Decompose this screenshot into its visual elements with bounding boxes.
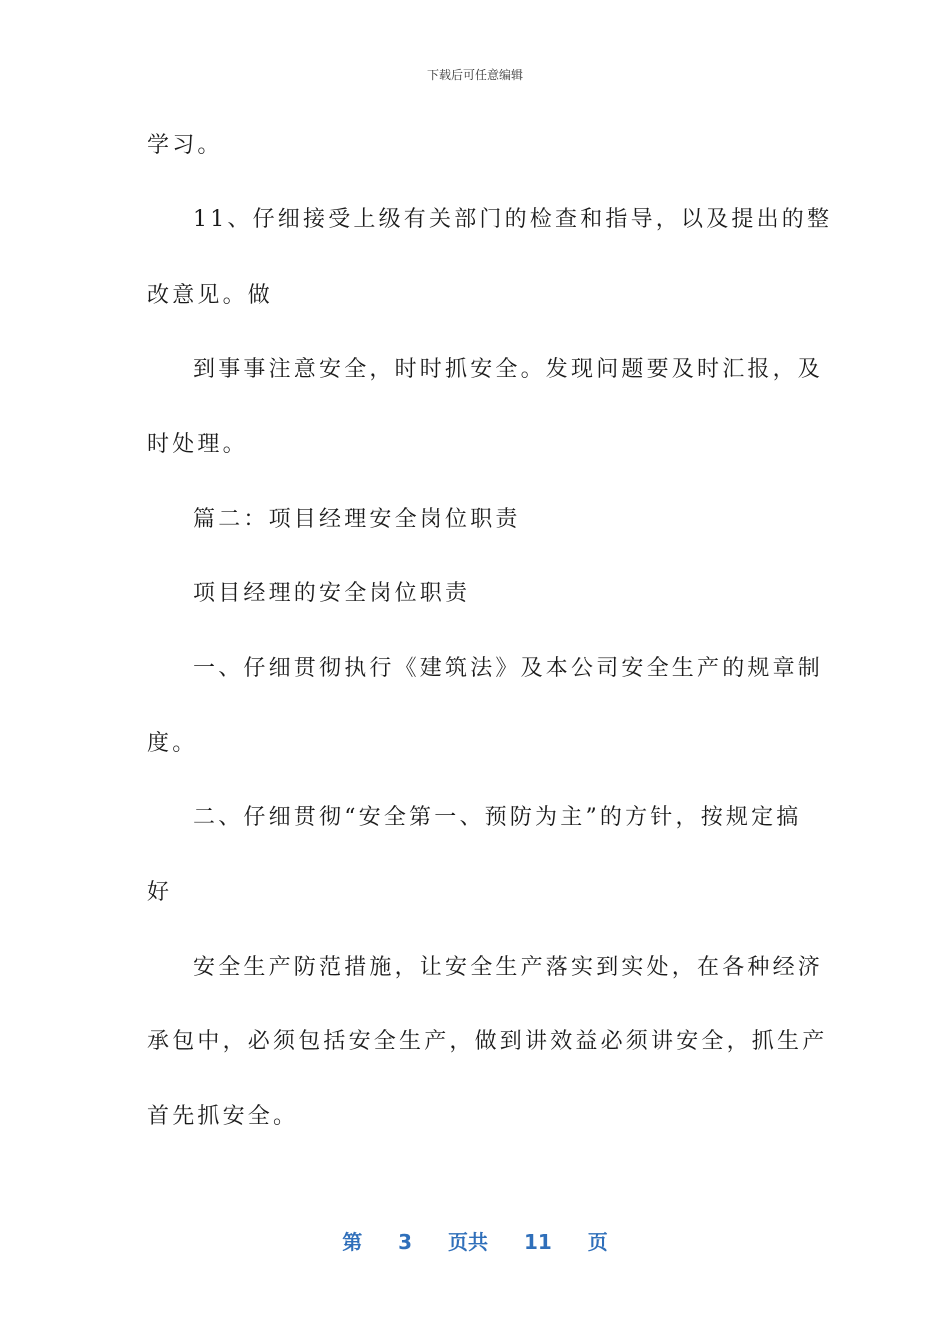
footer-middle: 页共: [448, 1230, 489, 1254]
footer-current-page: 3: [398, 1230, 413, 1254]
body-line: 承包中，必须包括安全生产，做到讲效益必须讲安全，抓生产: [147, 1029, 828, 1054]
body-line: 到事事注意安全，时时抓安全。发现问题要及时汇报，及: [193, 357, 824, 382]
body-line: 首先抓安全。: [147, 1104, 299, 1129]
page-header: 下载后可任意编辑: [426, 68, 523, 82]
body-line: 改意见。做: [147, 283, 274, 308]
body-line: 好: [147, 880, 173, 905]
body-line: 一、仔细贯彻执行《建筑法》及本公司安全生产的规章制: [193, 656, 824, 681]
footer-total-pages: 11: [523, 1230, 552, 1254]
body-line: 时处理。: [147, 432, 248, 457]
body-line: 项目经理的安全岗位职责: [193, 581, 471, 606]
section-heading: 篇二：项目经理安全岗位职责: [193, 507, 521, 532]
body-line: 二、仔细贯彻“安全第一、预防为主”的方针，按规定搞: [193, 805, 802, 830]
page-footer: [0, 1226, 950, 1255]
body-line: 安全生产防范措施，让安全生产落实到实处，在各种经济: [193, 955, 824, 980]
footer-prefix: 第: [342, 1230, 363, 1254]
footer-suffix: 页: [587, 1230, 608, 1254]
body-line: 度。: [147, 731, 198, 756]
body-line: 学习。: [147, 133, 223, 158]
body-line: 11、仔细接受上级有关部门的检查和指导，以及提出的整: [193, 207, 833, 232]
